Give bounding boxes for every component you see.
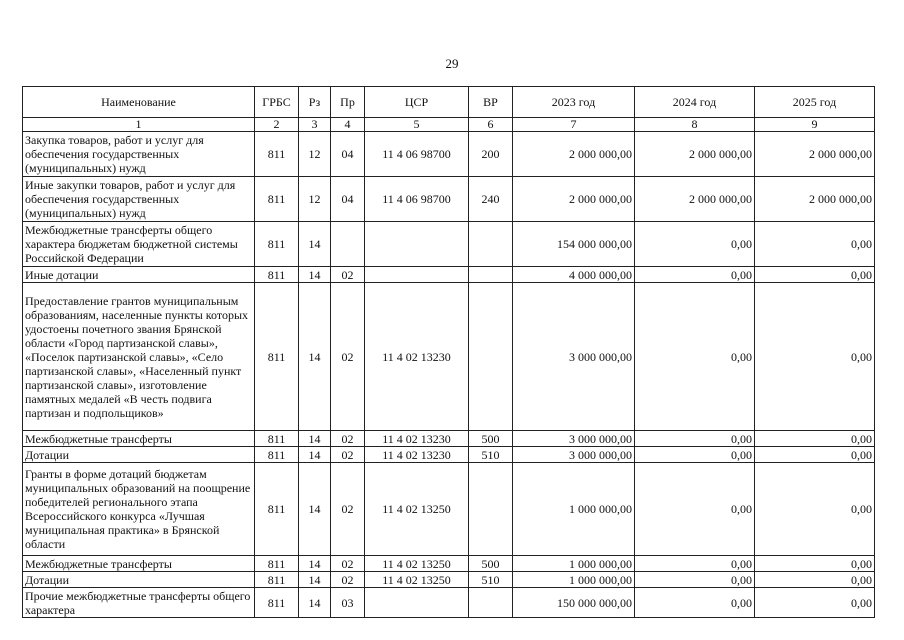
- grbs-cell: 811: [255, 447, 299, 463]
- pr-cell: 04: [331, 132, 365, 177]
- amount-2025-cell: 0,00: [755, 556, 875, 572]
- csr-cell: 11 4 02 13230: [365, 283, 469, 431]
- grbs-cell: 811: [255, 588, 299, 618]
- table-row: [23, 283, 875, 431]
- amount-2024-cell: 0,00: [635, 431, 755, 447]
- header-vr: ВР: [469, 87, 513, 118]
- grbs-cell: 811: [255, 572, 299, 588]
- amount-2024-cell: 0,00: [635, 556, 755, 572]
- amount-2023-cell: 1 000 000,00: [513, 463, 635, 556]
- amount-2023-cell: 1 000 000,00: [513, 572, 635, 588]
- index-cell: 5: [365, 118, 469, 132]
- rz-cell: 14: [299, 556, 331, 572]
- name-cell: Предоставление грантов муниципальным образованиям, населенные пункты которых удостоены почетного звания Брянской области «Город партизанской славы», «Поселок партизанской славы», «Село партизанской славы», «Населенный пункт партизанской славы», изготовление памятных медалей «В честь подвига партизан и подпольщиков»: [23, 283, 255, 431]
- amount-2025-cell: 2 000 000,00: [755, 132, 875, 177]
- csr-cell: 11 4 02 13250: [365, 556, 469, 572]
- header-csr: ЦСР: [365, 87, 469, 118]
- name-cell: Дотации: [23, 447, 255, 463]
- pr-cell: 04: [331, 177, 365, 222]
- index-cell: 1: [23, 118, 255, 132]
- amount-2024-cell: 0,00: [635, 447, 755, 463]
- pr-cell: [331, 222, 365, 267]
- pr-cell: 02: [331, 283, 365, 431]
- column-index-row: [23, 118, 875, 132]
- amount-2025-cell: 0,00: [755, 463, 875, 556]
- name-cell: Дотации: [23, 572, 255, 588]
- amount-2025-cell: 0,00: [755, 283, 875, 431]
- grbs-cell: 811: [255, 267, 299, 283]
- rz-cell: 14: [299, 447, 331, 463]
- table-row: [23, 431, 875, 447]
- pr-cell: 02: [331, 447, 365, 463]
- name-cell: Межбюджетные трансферты: [23, 431, 255, 447]
- amount-2025-cell: 0,00: [755, 588, 875, 618]
- name-cell: Иные закупки товаров, работ и услуг для обеспечения государственных (муниципальных) нужд: [23, 177, 255, 222]
- amount-2024-cell: 2 000 000,00: [635, 132, 755, 177]
- amount-2024-cell: 2 000 000,00: [635, 177, 755, 222]
- index-cell: 4: [331, 118, 365, 132]
- name-cell: Гранты в форме дотаций бюджетам муниципальных образований на поощрение победителей регионального этапа Всероссийского конкурса «Лучшая муниципальная практика» в Брянской области: [23, 463, 255, 556]
- index-cell: 8: [635, 118, 755, 132]
- amount-2023-cell: 4 000 000,00: [513, 267, 635, 283]
- amount-2023-cell: 2 000 000,00: [513, 177, 635, 222]
- index-cell: 3: [299, 118, 331, 132]
- csr-cell: [365, 588, 469, 618]
- table-row: [23, 588, 875, 618]
- header-rz: Рз: [299, 87, 331, 118]
- csr-cell: 11 4 06 98700: [365, 132, 469, 177]
- vr-cell: 500: [469, 431, 513, 447]
- amount-2023-cell: 3 000 000,00: [513, 431, 635, 447]
- table-row: [23, 463, 875, 556]
- csr-cell: 11 4 02 13250: [365, 572, 469, 588]
- vr-cell: 510: [469, 572, 513, 588]
- index-cell: 2: [255, 118, 299, 132]
- amount-2025-cell: 0,00: [755, 222, 875, 267]
- amount-2023-cell: 3 000 000,00: [513, 283, 635, 431]
- table-row: [23, 572, 875, 588]
- pr-cell: 02: [331, 267, 365, 283]
- page-number: 29: [445, 56, 459, 71]
- budget-table: [22, 86, 875, 618]
- vr-cell: 510: [469, 447, 513, 463]
- grbs-cell: 811: [255, 283, 299, 431]
- csr-cell: 11 4 02 13230: [365, 447, 469, 463]
- csr-cell: [365, 267, 469, 283]
- vr-cell: [469, 267, 513, 283]
- pr-cell: 02: [331, 556, 365, 572]
- pr-cell: 02: [331, 463, 365, 556]
- amount-2023-cell: 2 000 000,00: [513, 132, 635, 177]
- amount-2024-cell: 0,00: [635, 572, 755, 588]
- pr-cell: 02: [331, 431, 365, 447]
- rz-cell: 14: [299, 431, 331, 447]
- amount-2024-cell: 0,00: [635, 267, 755, 283]
- csr-cell: [365, 222, 469, 267]
- vr-cell: 240: [469, 177, 513, 222]
- index-cell: 6: [469, 118, 513, 132]
- header-name: Наименование: [23, 87, 255, 118]
- amount-2025-cell: 0,00: [755, 572, 875, 588]
- rz-cell: 14: [299, 283, 331, 431]
- grbs-cell: 811: [255, 222, 299, 267]
- index-cell: 9: [755, 118, 875, 132]
- header-2024: 2024 год: [635, 87, 755, 118]
- grbs-cell: 811: [255, 177, 299, 222]
- csr-cell: 11 4 02 13250: [365, 463, 469, 556]
- amount-2024-cell: 0,00: [635, 463, 755, 556]
- rz-cell: 12: [299, 132, 331, 177]
- rz-cell: 14: [299, 267, 331, 283]
- rz-cell: 14: [299, 588, 331, 618]
- pr-cell: 03: [331, 588, 365, 618]
- vr-cell: [469, 283, 513, 431]
- amount-2025-cell: 2 000 000,00: [755, 177, 875, 222]
- header-grbs: ГРБС: [255, 87, 299, 118]
- amount-2025-cell: 0,00: [755, 431, 875, 447]
- table-row: [23, 556, 875, 572]
- header-row: [23, 87, 875, 118]
- table-row: [23, 267, 875, 283]
- amount-2025-cell: 0,00: [755, 447, 875, 463]
- name-cell: Закупка товаров, работ и услуг для обеспечения государственных (муниципальных) нужд: [23, 132, 255, 177]
- amount-2023-cell: 154 000 000,00: [513, 222, 635, 267]
- amount-2024-cell: 0,00: [635, 222, 755, 267]
- name-cell: Иные дотации: [23, 267, 255, 283]
- vr-cell: [469, 222, 513, 267]
- amount-2025-cell: 0,00: [755, 267, 875, 283]
- grbs-cell: 811: [255, 132, 299, 177]
- amount-2023-cell: 3 000 000,00: [513, 447, 635, 463]
- name-cell: Прочие межбюджетные трансферты общего характера: [23, 588, 255, 618]
- header-2023: 2023 год: [513, 87, 635, 118]
- grbs-cell: 811: [255, 463, 299, 556]
- index-cell: 7: [513, 118, 635, 132]
- header-2025: 2025 год: [755, 87, 875, 118]
- name-cell: Межбюджетные трансферты: [23, 556, 255, 572]
- vr-cell: [469, 588, 513, 618]
- vr-cell: [469, 463, 513, 556]
- table-row: [23, 222, 875, 267]
- amount-2024-cell: 0,00: [635, 588, 755, 618]
- vr-cell: 200: [469, 132, 513, 177]
- table-row: [23, 132, 875, 177]
- csr-cell: 11 4 06 98700: [365, 177, 469, 222]
- amount-2024-cell: 0,00: [635, 283, 755, 431]
- vr-cell: 500: [469, 556, 513, 572]
- table-row: [23, 177, 875, 222]
- amount-2023-cell: 150 000 000,00: [513, 588, 635, 618]
- amount-2023-cell: 1 000 000,00: [513, 556, 635, 572]
- grbs-cell: 811: [255, 556, 299, 572]
- csr-cell: 11 4 02 13230: [365, 431, 469, 447]
- grbs-cell: 811: [255, 431, 299, 447]
- header-pr: Пр: [331, 87, 365, 118]
- rz-cell: 14: [299, 572, 331, 588]
- table-row: [23, 447, 875, 463]
- pr-cell: 02: [331, 572, 365, 588]
- name-cell: Межбюджетные трансферты общего характера бюджетам бюджетной системы Российской Федерации: [23, 222, 255, 267]
- rz-cell: 14: [299, 222, 331, 267]
- rz-cell: 14: [299, 463, 331, 556]
- rz-cell: 12: [299, 177, 331, 222]
